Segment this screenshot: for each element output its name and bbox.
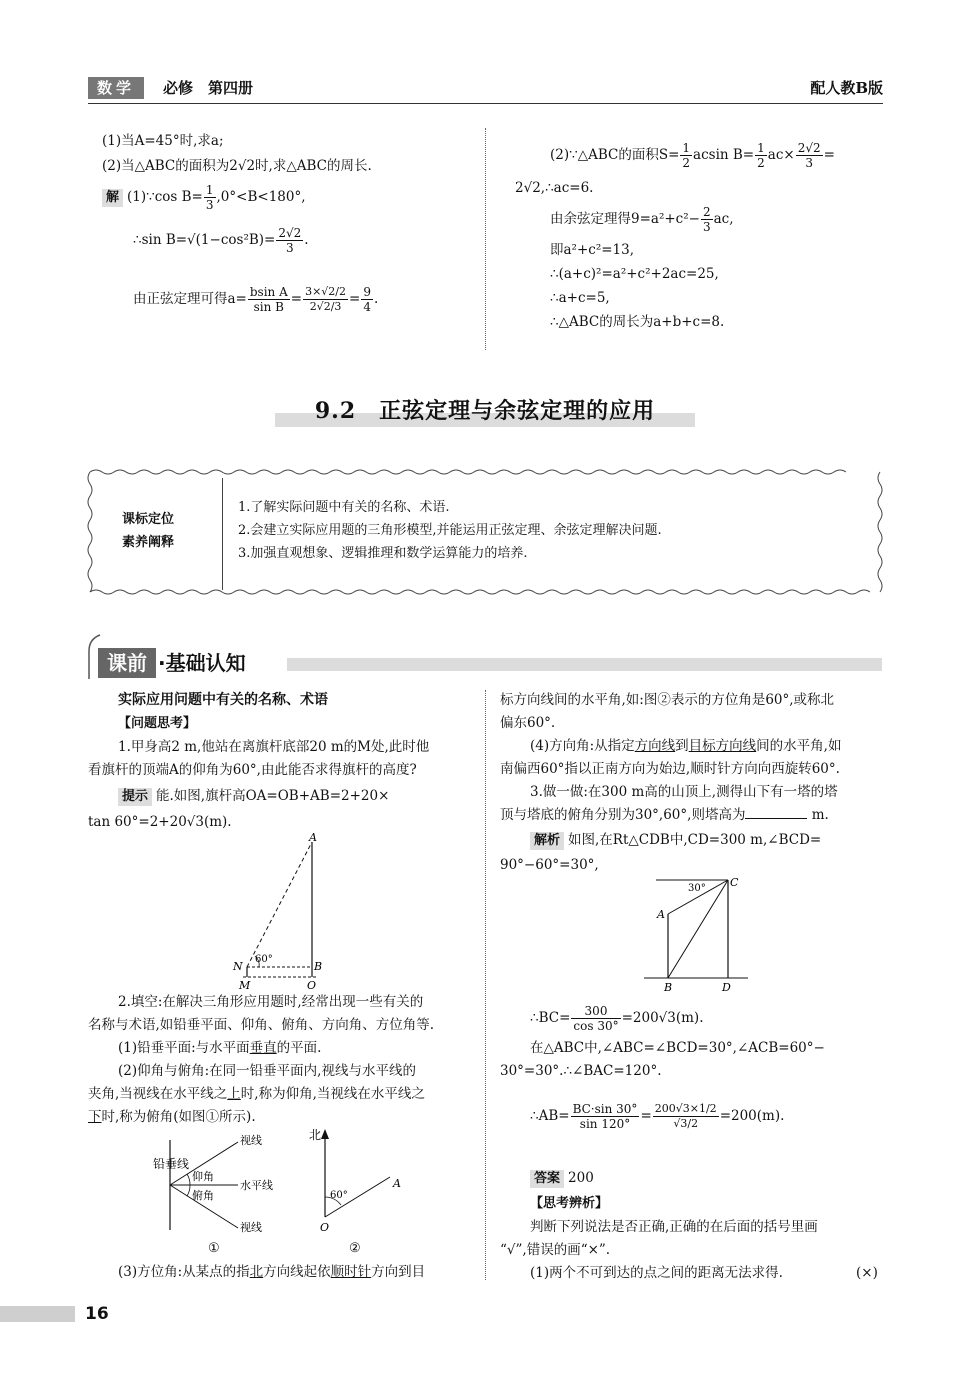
label-angle-60: 60° xyxy=(330,1190,348,1201)
sum-squares-line: 即a²+c²=13, xyxy=(550,242,635,258)
answer-tag: 答案 xyxy=(530,1170,564,1188)
instruction-line-1: 判断下列说法是否正确,正确的在后面的括号里画 xyxy=(530,1219,818,1235)
problem-3-line-2: 顶与塔底的俯角分别为30°,60°,则塔高为 m. xyxy=(500,807,829,823)
judge-item-1: (1)两个不可到达的点之间的距离无法求得. xyxy=(530,1265,783,1281)
azimuth-cont-2: 偏东60°. xyxy=(500,715,556,731)
term-elevation-3: 下时,称为俯角(如图①所示). xyxy=(88,1109,256,1125)
area-line: (2)∵△ABC的面积S= $\frac{1}{2}$ acsin B= $\frac{1}{2}$ ac× $\frac{2√2}{3}$ = xyxy=(550,141,835,170)
page-number: 16 xyxy=(85,1304,109,1324)
hint-tag: 提示 xyxy=(118,788,152,806)
solution-line-3: 由正弦定理可得a= $\frac{\text{bsin A}}{\text{sin B}}$ = $\frac{3\times√2/2}{2√2/3}$ = $\frac{9}{4}$ . xyxy=(133,285,379,314)
objectives-label-2: 素养阐释 xyxy=(122,535,175,550)
label-a: A xyxy=(309,832,317,844)
perimeter-line: ∴△ABC的周长为a+b+c=8. xyxy=(550,314,725,330)
figure-elevation-depression xyxy=(150,1130,300,1260)
edition-label: 配人教B版 xyxy=(810,79,883,97)
label-depression: 俯角 xyxy=(192,1189,214,1202)
kq-bar xyxy=(287,658,882,671)
figure-flagpole xyxy=(225,832,335,992)
term-vertical-plane: (1)铅垂平面:与水平面垂直的平面. xyxy=(118,1040,322,1056)
label-horizontal: 水平线 xyxy=(240,1179,273,1192)
judge-mark-1: (×) xyxy=(856,1265,878,1281)
label-a: A xyxy=(393,1177,401,1190)
analysis-tag: 解析 xyxy=(530,832,564,850)
label-o: O xyxy=(307,979,317,992)
section-title: 9.2 正弦定理与余弦定理的应用 xyxy=(314,398,656,424)
label-o: O xyxy=(320,1221,330,1234)
question-1: (1)当A=45°时,求a; xyxy=(102,133,224,149)
footer-bar xyxy=(0,1306,75,1322)
angle-line-1: 在△ABC中,∠ABC=∠BCD=30°,∠ACB=60°− xyxy=(530,1040,825,1056)
solution-line-1: 解 (1)∵cos B= $\frac{1}{3}$ ,0°<B<180°, xyxy=(102,183,306,212)
label-c: C xyxy=(730,876,739,889)
square-line: ∴(a+c)²=a²+c²+2ac=25, xyxy=(550,266,719,282)
azimuth-cont-1: 标方向线间的水平角,如:图②表示的方位角是60°,或称北 xyxy=(500,692,835,708)
kq-title: ·基础认知 xyxy=(158,651,246,675)
reflection-tag: 【思考辨析】 xyxy=(530,1196,609,1211)
problem-1-line-2: 看旗杆的顶端A的仰角为60°,由此能否求得旗杆的高度? xyxy=(88,762,417,778)
label-n: N xyxy=(233,960,243,973)
problem-2-line-2: 名称与术语,如铅垂平面、仰角、俯角、方向角、方位角等. xyxy=(88,1017,435,1033)
solution-line-2: ∴sin B=√(1−cos²B)= $\frac{2√2}{3}$ . xyxy=(133,226,309,255)
term-direction-1: (4)方向角:从指定方向线到目标方向线间的水平角,如 xyxy=(530,738,842,754)
objective-item: 1.了解实际问题中有关的名称、术语. xyxy=(238,500,450,515)
label-b: B xyxy=(314,960,323,973)
label-m: M xyxy=(239,979,251,992)
term-elevation-2: 夹角,当视线在水平线之上时,称为仰角,当视线在水平线之 xyxy=(88,1086,425,1102)
objective-item: 2.会建立实际应用题的三角形模型,并能运用正弦定理、余弦定理解决问题. xyxy=(238,523,662,538)
term-azimuth: (3)方位角:从某点的指北方向线起依顺时针方向到目 xyxy=(118,1264,426,1280)
instruction-line-2: “√”,错误的画“×”. xyxy=(500,1242,611,1258)
label-vertical: 铅垂线 xyxy=(153,1157,190,1171)
angle-line-2: 30°=30°.∴∠BAC=120°. xyxy=(500,1063,662,1079)
bc-line: ∴BC= $\frac{300}{\cos 30^\circ}$ =200√3(m). xyxy=(530,1004,704,1033)
label-sight-1: 视线 xyxy=(240,1134,262,1147)
figure-bearing xyxy=(305,1125,415,1260)
label-elevation: 仰角 xyxy=(192,1170,214,1183)
figure-2-number: ② xyxy=(349,1241,361,1256)
label-d: D xyxy=(722,981,731,994)
objectives-label-1: 课标定位 xyxy=(122,512,175,527)
label-angle: 60° xyxy=(255,954,273,965)
ab-line: ∴AB= $\frac{BC\cdot\sin 30^\circ}{\sin 120^\circ}$ = $\frac{200√3\times 1/2}{√3/2}$ =200(m). xyxy=(530,1102,785,1131)
figure-1-number: ① xyxy=(208,1241,220,1256)
problem-1-line-1: 1.甲身高2 m,他站在离旗杆底部20 m的M处,此时他 xyxy=(118,739,430,755)
term-direction-2: 南偏西60°指以正南方向为始边,顺时针方向向西旋转60°. xyxy=(500,761,840,777)
objective-item: 3.加强直观想象、逻辑推理和数学运算能力的培养. xyxy=(238,546,528,561)
label-angle-30: 30° xyxy=(688,883,706,894)
kq-tag: 课前 xyxy=(98,648,156,678)
header-rule xyxy=(88,103,883,104)
column-divider-bottom xyxy=(485,690,486,1280)
term-elevation-1: (2)仰角与俯角:在同一铅垂平面内,视线与水平线的 xyxy=(118,1063,416,1079)
analysis-line-1: 解析 如图,在Rt△CDB中,CD=300 m,∠BCD= xyxy=(530,830,821,851)
answer-line: 答案 200 xyxy=(530,1168,594,1189)
column-divider-top xyxy=(485,128,486,350)
solution-tag: 解 xyxy=(102,189,123,207)
subsection-title: 实际应用问题中有关的名称、术语 xyxy=(118,692,328,708)
problem-3-line-1: 3.做一做:在300 m高的山顶上,测得山下有一塔的塔 xyxy=(530,784,838,800)
analysis-line-2: 90°−60°=30°, xyxy=(500,857,599,873)
subject-tag: 数学 xyxy=(88,77,144,99)
label-a: A xyxy=(657,908,665,921)
objectives-divider xyxy=(222,478,223,590)
hint-line-1: 提示 能.如图,旗杆高OA=OB+AB=2+20× xyxy=(118,786,389,807)
book-title: 必修 第四册 xyxy=(163,79,254,97)
label-sight-2: 视线 xyxy=(240,1221,262,1234)
cosine-law-line: 由余弦定理得9=a²+c²− $\frac{2}{3}$ ac, xyxy=(550,205,734,234)
think-tag: 【问题思考】 xyxy=(118,716,197,731)
answer-blank xyxy=(745,806,807,819)
problem-2-line-1: 2.填空:在解决三角形应用题时,经常出现一些有关的 xyxy=(118,994,424,1010)
figure-tower xyxy=(640,870,760,998)
label-b: B xyxy=(664,981,673,994)
question-2: (2)当△ABC的面积为2√2时,求△ABC的周长. xyxy=(102,158,372,174)
hint-line-2: tan 60°=2+20√3(m). xyxy=(88,814,232,830)
ac-line: 2√2,∴ac=6. xyxy=(515,180,594,196)
sum-line: ∴a+c=5, xyxy=(550,290,610,306)
label-north: 北 xyxy=(309,1128,322,1142)
